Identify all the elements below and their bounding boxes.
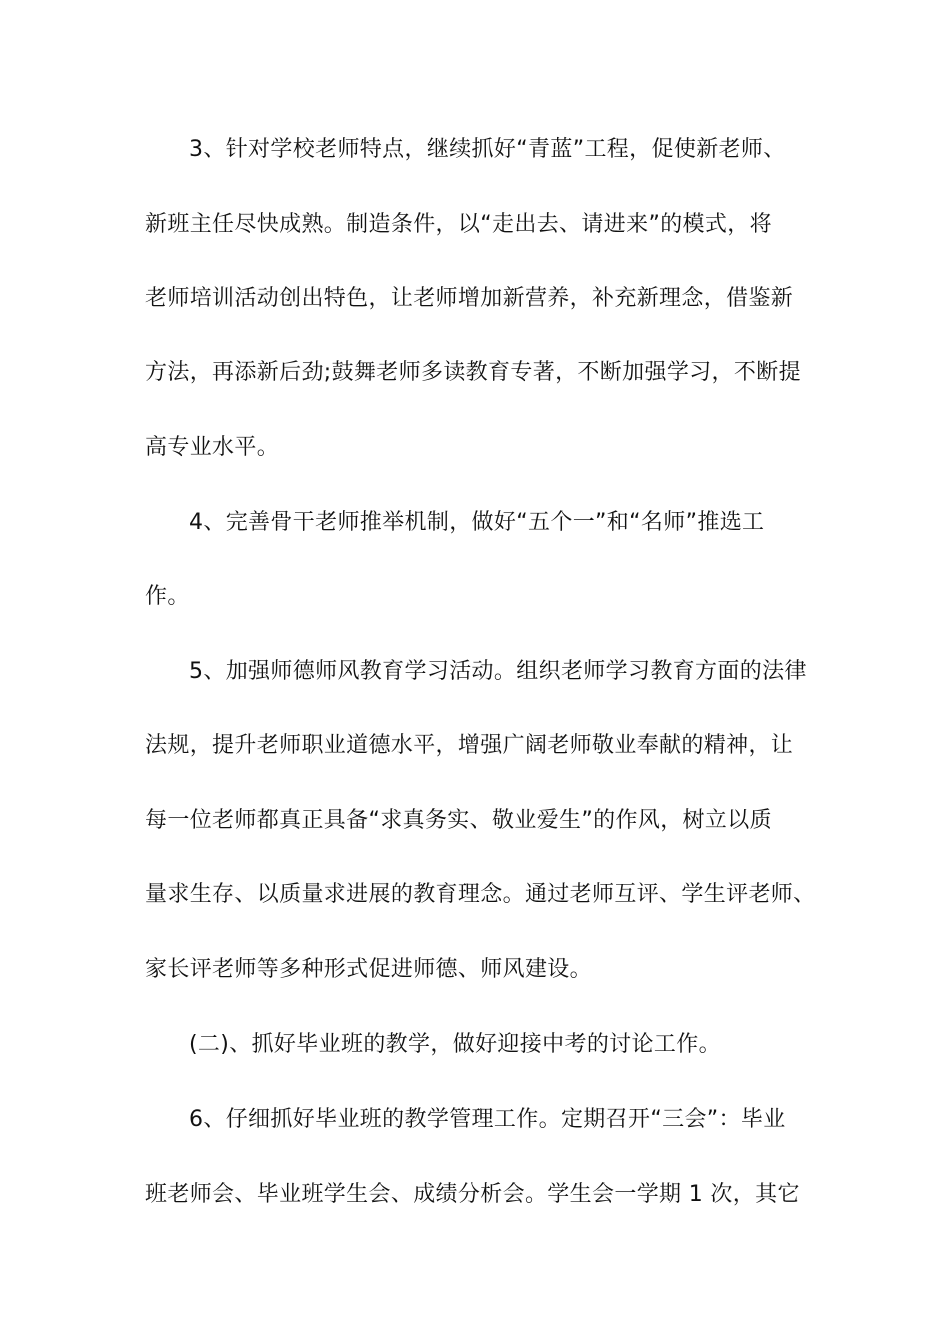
paragraph-6-line-1: 6、仔细抓好毕业班的教学管理工作。定期召开“三会”：毕业 [189, 1107, 786, 1132]
paragraph-3-line-5: 高专业水平。 [145, 435, 280, 460]
paragraph-4-line-2: 作。 [145, 584, 190, 609]
paragraph-3-line-1: 3、针对学校老师特点，继续抓好“青蓝”工程，促使新老师、 [189, 137, 786, 162]
paragraph-6-line-2: 班老师会、毕业班学生会、成绩分析会。学生会一学期 1 次，其它 [145, 1182, 800, 1207]
paragraph-3-line-4: 方法，再添新后劲;鼓舞老师多读教育专著，不断加强学习，不断提 [145, 360, 801, 385]
paragraph-5-line-2: 法规，提升老师职业道德水平，增强广阔老师敬业奉献的精神，让 [145, 733, 794, 758]
paragraph-5-line-1: 5、加强师德师风教育学习活动。组织老师学习教育方面的法律 [189, 659, 807, 684]
paragraph-4-line-1: 4、完善骨干老师推举机制，做好“五个一”和“名师”推选工 [189, 510, 765, 535]
paragraph-5-line-5: 家长评老师等多种形式促进师德、师风建设。 [145, 957, 593, 982]
paragraph-5-line-4: 量求生存、以质量求进展的教育理念。通过老师互评、学生评老师、 [145, 882, 816, 907]
paragraph-5-line-3: 每一位老师都真正具备“求真务实、敬业爱生”的作风，树立以质 [145, 808, 772, 833]
section-heading-2: (二)、抓好毕业班的教学，做好迎接中考的讨论工作。 [189, 1032, 721, 1057]
paragraph-3-line-3: 老师培训活动创出特色，让老师增加新营养，补充新理念，借鉴新 [145, 286, 794, 311]
paragraph-3-line-2: 新班主任尽快成熟。制造条件，以“走出去、请进来”的模式，将 [145, 212, 772, 237]
